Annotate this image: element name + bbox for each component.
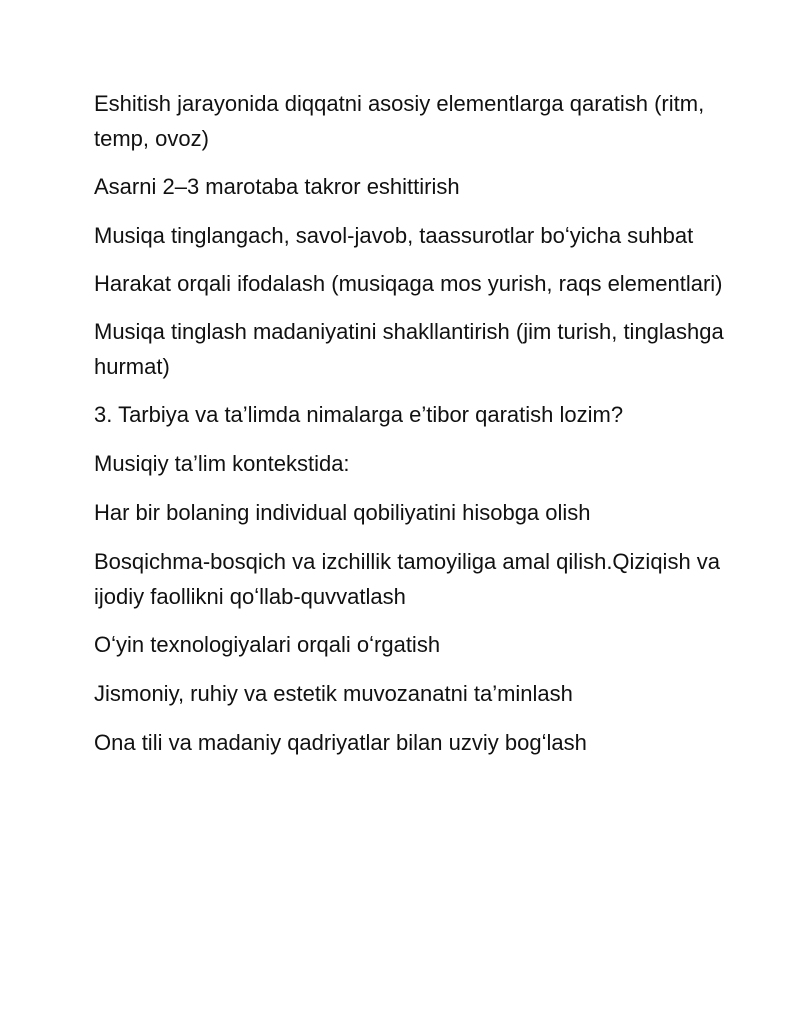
- document-body: [94, 86, 734, 774]
- paragraph-discussion: Musiqa tinglangach, savol-javob, taassurotlar boʻyicha suhbat: [94, 223, 694, 248]
- paragraph-listening-culture: Musiqa tinglash madaniyatini shakllantirish (jim turish, tinglashga hurmat): [94, 319, 724, 379]
- paragraph-balance: Jismoniy, ruhiy va estetik muvozanatni ta’minlash: [94, 681, 573, 706]
- paragraph-repeat-listening: Asarni 2–3 marotaba takror eshittirish: [94, 174, 460, 199]
- paragraph-individual-ability: Har bir bolaning individual qobiliyatini hisobga olish: [94, 500, 591, 525]
- paragraph-context-intro: Musiqiy ta’lim kontekstida:: [94, 451, 350, 476]
- paragraph-native-language: Ona tili va madaniy qadriyatlar bilan uzviy bogʻlash: [94, 730, 587, 755]
- paragraph-movement-expression: Harakat orqali ifodalash (musiqaga mos yurish, raqs elementlari): [94, 271, 723, 296]
- paragraph-step-by-step: Bosqichma-bosqich va izchillik tamoyiliga amal qilish.Qiziqish va ijodiy faollikni qoʻllab-quvvatlash: [94, 549, 721, 609]
- section-heading-question-3: 3. Tarbiya va ta’limda nimalarga e’tibor qaratish lozim?: [94, 402, 624, 427]
- paragraph-game-technologies: Oʻyin texnologiyalari orqali oʻrgatish: [94, 632, 441, 657]
- paragraph-listening-focus: Eshitish jarayonida diqqatni asosiy elementlarga qaratish (ritm, temp, ovoz): [94, 91, 705, 151]
